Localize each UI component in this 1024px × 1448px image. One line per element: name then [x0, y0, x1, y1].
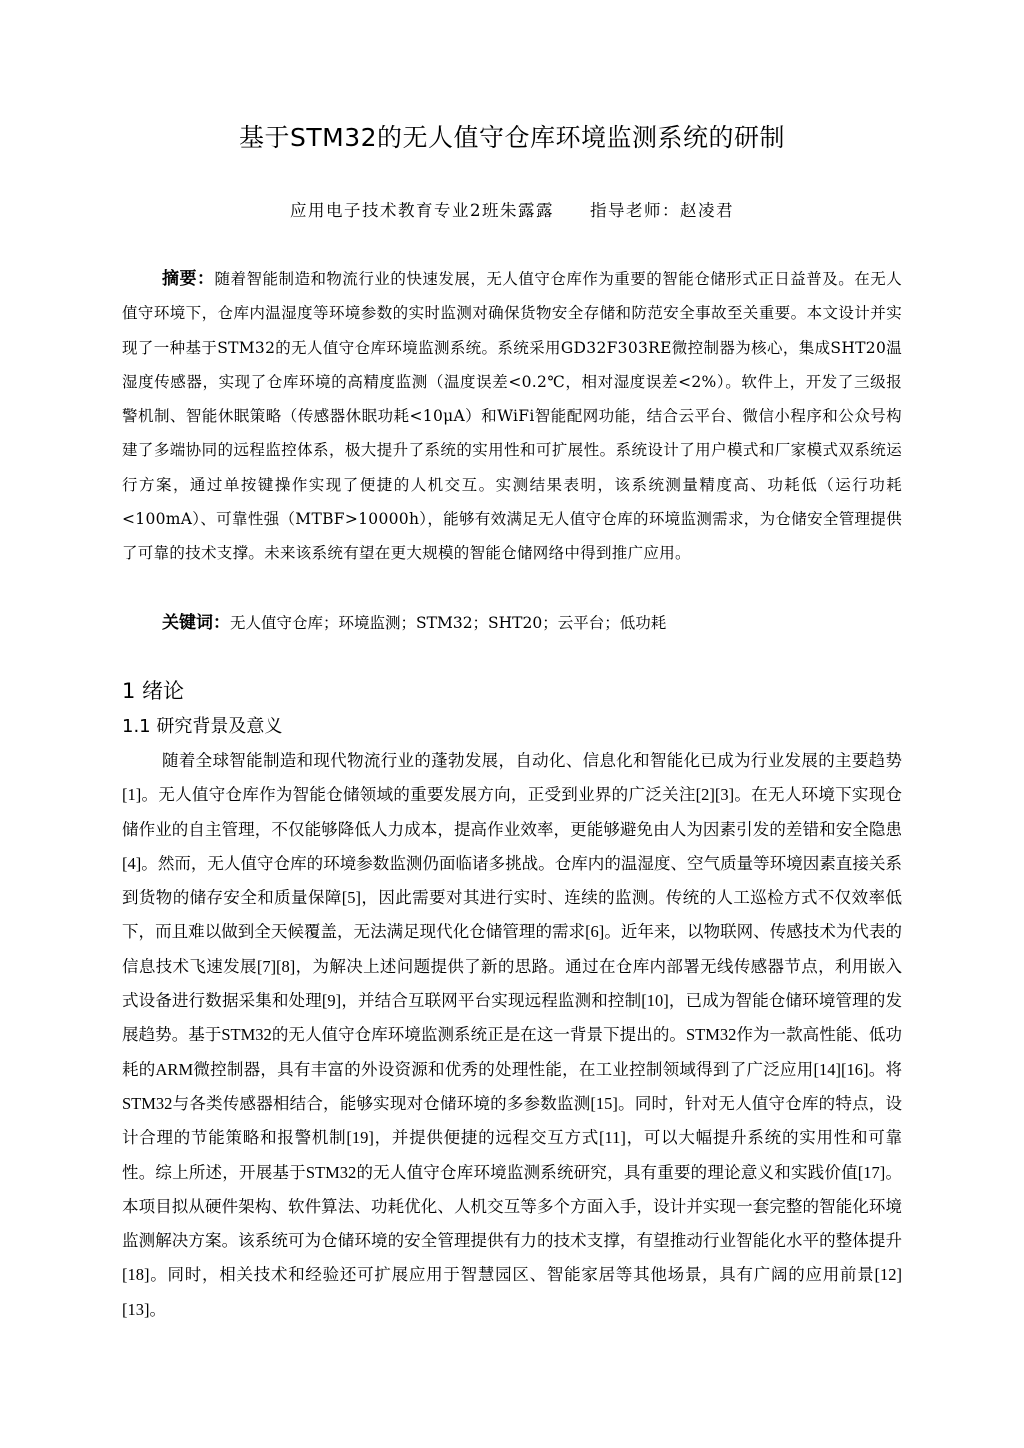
paper-title: 基于STM32的无人值守仓库环境监测系统的研制	[238, 123, 786, 152]
abstract-paragraph	[122, 262, 902, 571]
keywords-line	[162, 606, 902, 640]
abstract-label: 摘要：	[162, 269, 215, 289]
body-paragraph: 随着全球智能制造和现代物流行业的蓬勃发展，自动化、信息化和智能化已成为行业发展的主要趋势[1]。无人值守仓库作为智能仓储领域的重要发展方向，正受到业界的广泛关注[2][3]。在无人环境下实现仓储作业的自主管理，不仅能够降低人力成本，提高作业效率，更能够避免由人为因素引发的差错和安全隐患[4]。然而，无人值守仓库的环境参数监测仍面临诸多挑战。仓库内的温湿度、空气质量等环境因素直接关系到货物的储存安全和质量保障[5]，因此需要对其进行实时、连续的监测。传统的人工巡检方式不仅效率低下，而且难以做到全天候覆盖，无法满足现代化仓储管理的需求[6]。近年来，以物联网、传感技术为代表的信息技术飞速发展[7][8]，为解决上述问题提供了新的思路。通过在仓库内部署无线传感器节点，利用嵌入式设备进行数据采集和处理[9]，并结合互联网平台实现远程监测和控制[10]，已成为智能仓储环境管理的发展趋势。基于STM32的无人值守仓库环境监测系统正是在这一背景下提出的。STM32作为一款高性能、低功耗的ARM微控制器，具有丰富的外设资源和优秀的处理性能，在工业控制领域得到了广泛应用[14][16]。将STM32与各类传感器相结合，能够实现对仓储环境的多参数监测[15]。同时，针对无人值守仓库的特点，设计合理的节能策略和报警机制[19]，并提供便捷的远程交互方式[11]，可以大幅提升系统的实用性和可靠性。综上所述，开展基于STM32的无人值守仓库环境监测系统研究，具有重要的理论意义和实践价值[17]。本项目拟从硬件架构、软件算法、功耗优化、人机交互等多个方面入手，设计并实现一套完整的智能化环境监测解决方案。该系统可为仓储环境的安全管理提供有力的技术支撑，有望推动行业智能化水平的整体提升[18]。同时，相关技术和经验还可扩展应用于智慧园区、智能家居等其他场景，具有广阔的应用前景[12][13]。	[122, 751, 902, 1319]
abstract-text: 随着智能制造和物流行业的快速发展，无人值守仓库作为重要的智能仓储形式正日益普及。在无人值守环境下，仓库内温湿度等环境参数的实时监测对确保货物安全存储和防范安全事故至关重要。本文设计并实现了一种基于STM32的无人值守仓库环境监测系统。系统采用GD32F303RE微控制器为核心，集成SHT20温湿度传感器，实现了仓库环境的高精度监测（温度误差<0.2℃，相对湿度误差<2%）。软件上，开发了三级报警机制、智能休眠策略（传感器休眠功耗<10μA）和WiFi智能配网功能，结合云平台、微信小程序和公众号构建了多端协同的远程监控体系，极大提升了系统的实用性和可扩展性。系统设计了用户模式和厂家模式双系统运行方案，通过单按键操作实现了便捷的人机交互。实测结果表明，该系统测量精度高、功耗低（运行功耗<100mA）、可靠性强（MTBF>10000h），能够有效满足无人值守仓库的环境监测需求，为仓储安全管理提供了可靠的技术支撑。未来该系统有望在更大规模的智能仓储网络中得到推广应用。	[122, 270, 902, 563]
section-heading: 1 绪论	[122, 679, 185, 703]
advisor-info: 指导老师：赵凌君	[590, 201, 734, 220]
keywords-label: 关键词：	[162, 613, 230, 633]
author-info: 应用电子技术教育专业2班朱露露	[290, 201, 554, 220]
author-line	[0, 196, 1024, 226]
subsection-heading: 1.1 研究背景及意义	[122, 716, 283, 737]
keywords-text: 无人值守仓库；环境监测；STM32；SHT20；云平台；低功耗	[230, 614, 667, 632]
